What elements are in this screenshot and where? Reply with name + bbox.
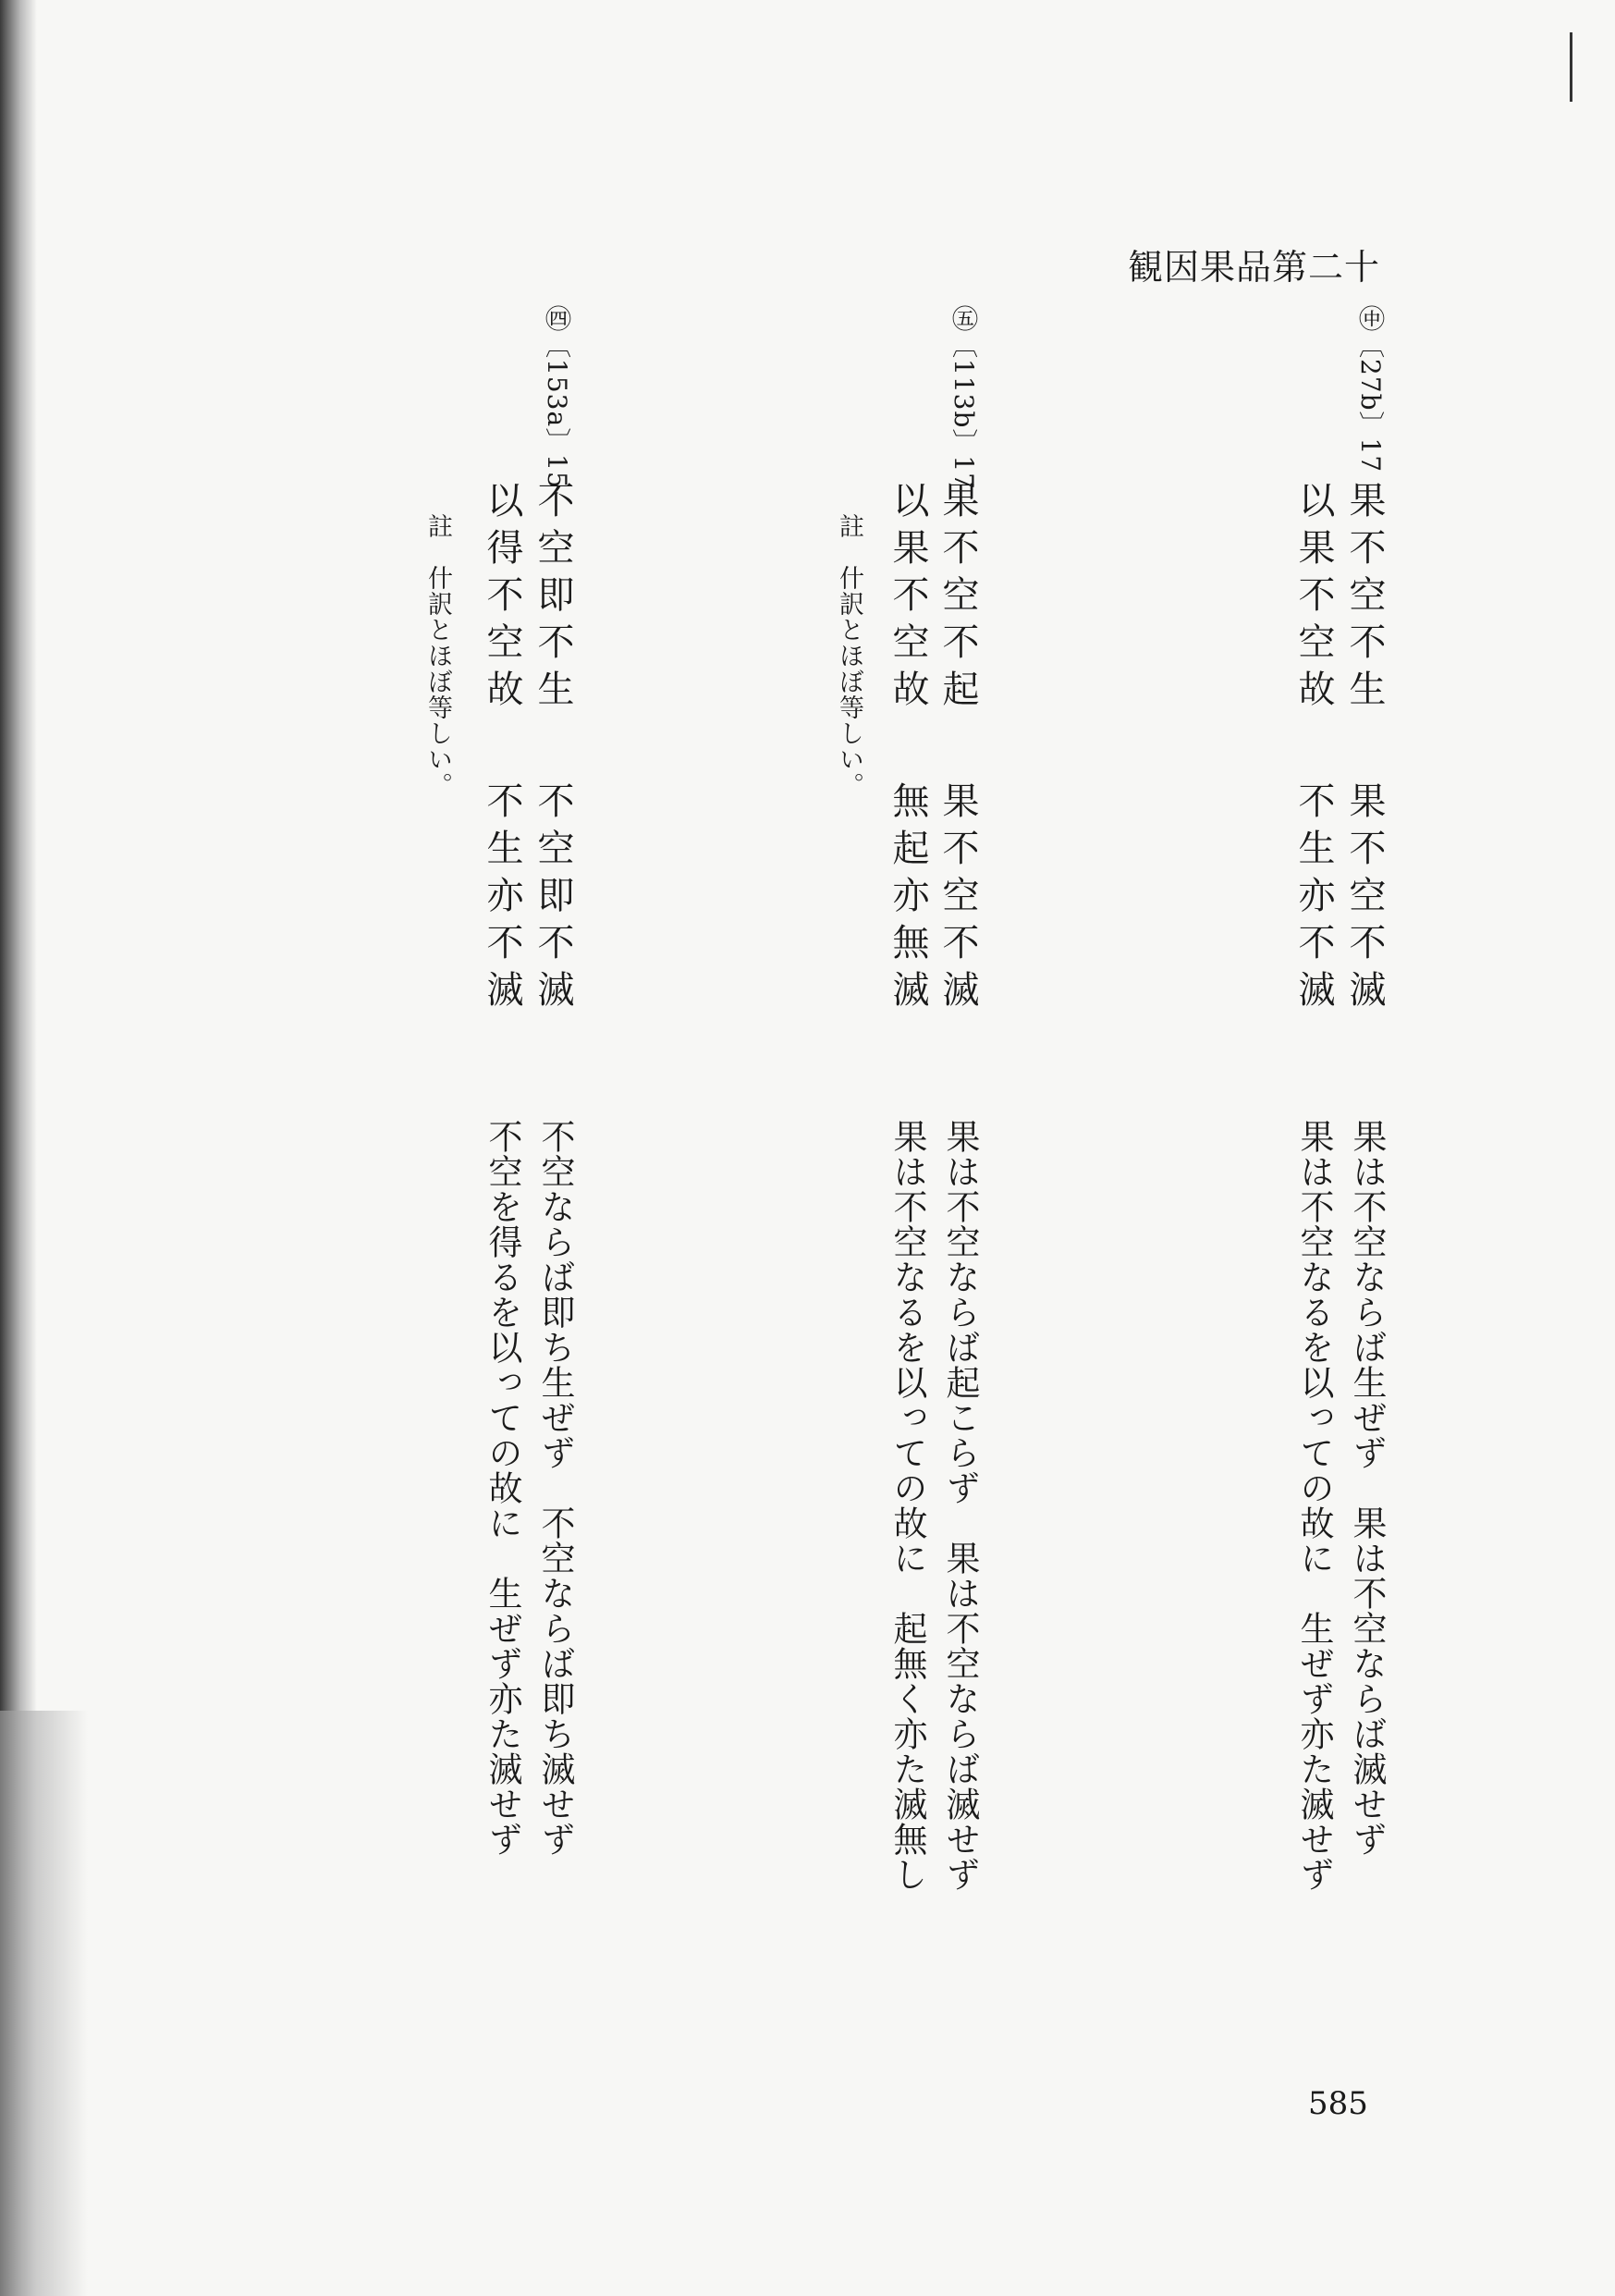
translation-line: 果は不空なるを以っての故に 起無く亦た滅無し: [887, 1119, 927, 1892]
source-reference: ㊄〔113b〕17: [948, 305, 979, 490]
verse-line: 不空即不生: [532, 481, 574, 717]
annotation-note: 註 什訳とほぼ等しい。: [423, 513, 452, 798]
binding-shadow-lower: [0, 1711, 88, 2296]
translation-line: 果は不空ならば起こらず 果は不空ならば滅せず: [940, 1119, 980, 1892]
translation-line: 果は不空なるを以っての故に 生ぜず亦た滅せず: [1294, 1119, 1334, 1892]
chapter-title: 観因果品第二十: [1128, 247, 1381, 288]
verse-line: 以果不空故: [887, 481, 929, 717]
source-reference: ㊥〔27b〕17: [1355, 305, 1386, 473]
verse-line: 不生亦不滅: [1292, 781, 1335, 1017]
translation-line: 不空ならば即ち生ぜず 不空ならば即ち滅せず: [535, 1119, 575, 1857]
verse-line: 果不空不起: [936, 481, 979, 717]
verse-line: 果不空不滅: [1343, 781, 1386, 1017]
verse-line: 以得不空故: [481, 481, 523, 717]
verse-line: 無起亦無滅: [887, 781, 929, 1017]
verse-line: 不空即不滅: [532, 781, 574, 1017]
source-reference: ㊃〔153a〕15: [542, 305, 572, 489]
verse-line: 果不空不生: [1343, 481, 1386, 717]
verse-line: 以果不空故: [1292, 481, 1335, 717]
page-number: 585: [1308, 2085, 1368, 2122]
translation-line: 果は不空ならば生ぜず 果は不空ならば滅せず: [1347, 1119, 1387, 1857]
annotation-note: 註 什訳とほぼ等しい。: [835, 513, 863, 798]
verse-line: 不生亦不滅: [481, 781, 523, 1017]
page-edge-mark: [1570, 32, 1572, 102]
translation-line: 不空を得るを以っての故に 生ぜず亦た滅せず: [483, 1119, 522, 1857]
verse-line: 果不空不滅: [936, 781, 979, 1017]
